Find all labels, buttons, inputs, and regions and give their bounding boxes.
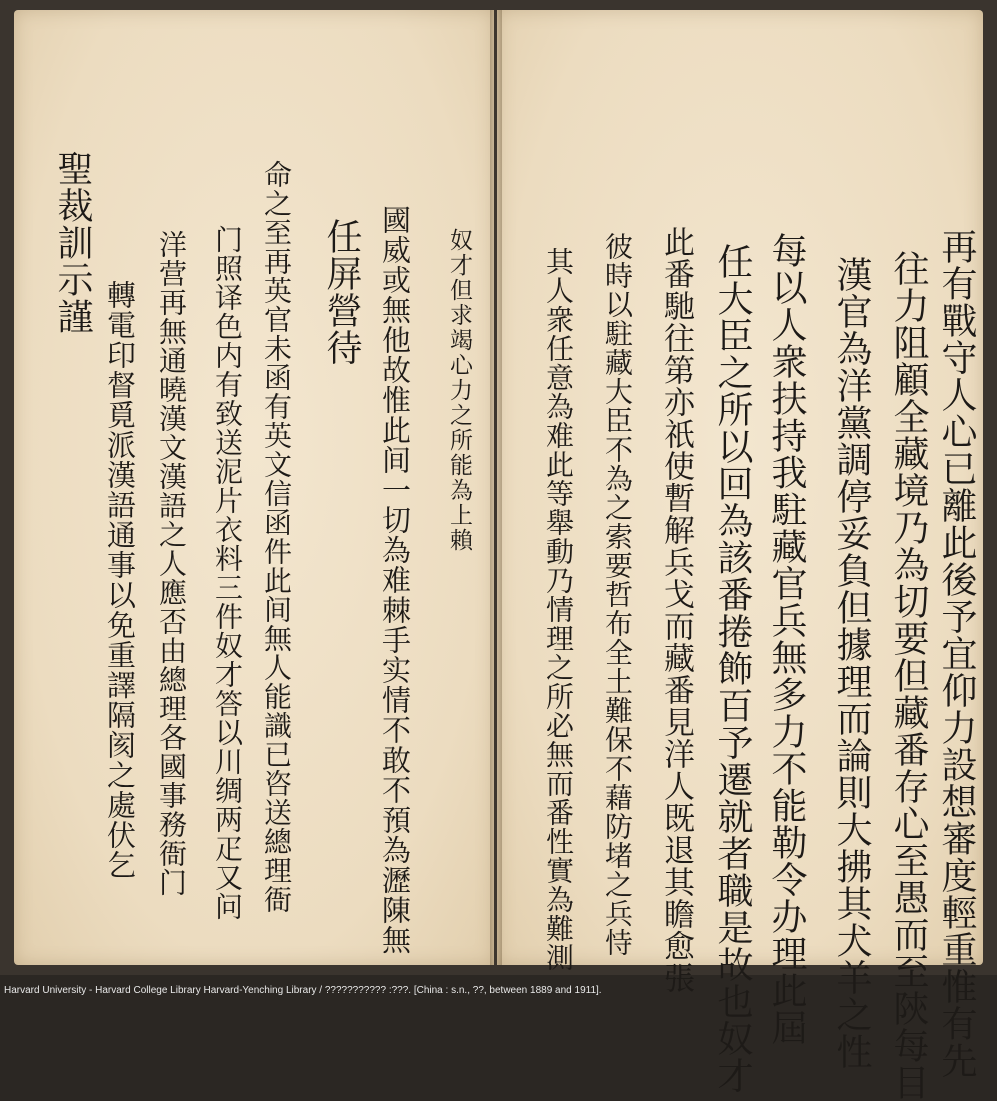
right-page-column-7: 彼時以駐藏大臣不為之索要哲布全土難保不藉防堵之兵恃 bbox=[601, 232, 634, 957]
right-page-column-4: 每以人衆扶持我駐藏官兵無多力不能勒令办理此屆 bbox=[766, 232, 807, 1046]
left-page-column-5: 门照译色内有致送泥片衣料三件奴才答以川绸两疋又问 bbox=[211, 225, 244, 921]
left-page-column-8: 聖裁訓示謹 bbox=[52, 150, 93, 335]
left-page-column-6: 洋营再無通曉漢文漢語之人應否由總理各國事務衙门 bbox=[155, 230, 188, 897]
library-citation: Harvard University - Harvard College Library Harvard-Yenching Library / ??????????? :???. [China : s.n., ??, between 1889 and 1911]. bbox=[4, 985, 602, 996]
right-page-column-2: 往力阻顧全藏境乃為切要但藏番存心至愚而至陝每目 bbox=[888, 250, 929, 1101]
left-page-column-4: 命之至再英官未函有英文信函件此间無人能識已咨送總理衙 bbox=[260, 160, 293, 914]
right-page-column-6: 此番馳往第亦祇使暫解兵戈而藏番見洋人既退其瞻愈張 bbox=[658, 226, 694, 994]
left-page-column-1: 奴才但求竭心力之所能為上賴 bbox=[446, 228, 472, 553]
right-page-column-1: 再有戰守人心已離此後予宜仰力設想審度輕重惟有先 bbox=[936, 228, 977, 1079]
right-page-column-8: 其人衆任意為难此等舉動乃情理之所必無而番性實為難測 bbox=[542, 247, 575, 972]
book-gutter bbox=[490, 10, 502, 965]
left-page-column-2: 國威或無他故惟此间一切為难棘手实情不敢不預為瀝陳無 bbox=[378, 205, 412, 955]
left-page-column-7: 轉電印督覓派漢語通事以免重譯隔阂之處伏乞 bbox=[103, 280, 137, 880]
right-page-column-5: 任大臣之所以回為該番捲飾百予遷就者職是故也奴才 bbox=[712, 243, 753, 1094]
left-page-column-3: 任屏營待 bbox=[321, 218, 362, 366]
right-page-column-3: 漢官為洋黨調停妥負但據理而論則大拂其犬羊之性 bbox=[831, 256, 872, 1070]
